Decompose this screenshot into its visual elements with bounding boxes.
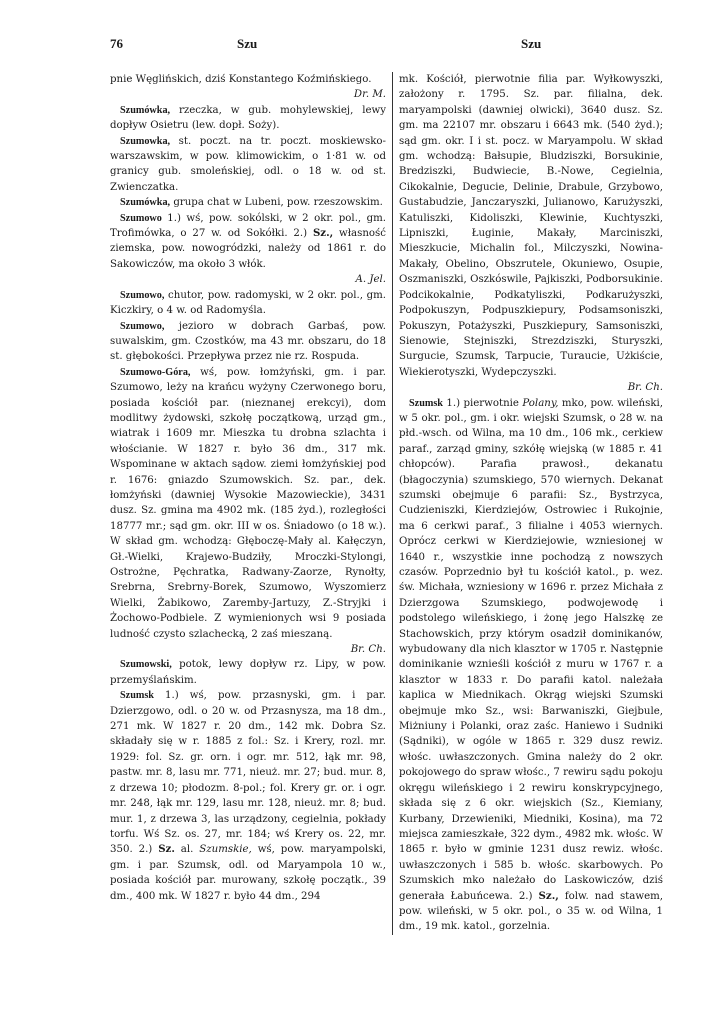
entry-text: st. poczt. na tr. poczt. moskiewsko-warszawskim, w pow. klimowickim, o 1·81 w. od granicy gub. smoleńskiej, odl. o 18 w. od st. Zwienczatka. <box>110 135 386 193</box>
entry-headword: Szumowo-Góra, <box>120 366 191 378</box>
entry-szumowo-1 <box>110 211 386 288</box>
entry-text: 1.) wś, pow. sokólski, w 2 okr. pol., gm. Trofimówka, o 27 w. od Sokółki. 2.) <box>110 212 386 240</box>
entry-headword: Szumówka, <box>120 197 171 209</box>
right-column <box>392 72 663 935</box>
entry-szumowka-1 <box>110 103 386 134</box>
entry-headword: Szumowka, <box>120 135 171 147</box>
entry-text: al. <box>174 844 200 856</box>
entry-text: jezioro w dobrach Garbaś, pow. suwalskim, gm. Czostków, ma 43 mr. obszaru, do 18 st. głębokości. Przepływa przez nie rz. Rospuda. <box>110 320 386 363</box>
entry-text: własność ziemska, pow. nowogródzki, należy od 1861 r. do Sakowiczów, ma około 3 włók. <box>110 228 386 270</box>
entry-headword: Szumowo, <box>120 289 165 301</box>
entry-szumowo-3 <box>110 319 386 365</box>
subentry-abbrev: Sz. <box>158 843 175 856</box>
running-header <box>110 36 652 56</box>
entry-szumowo-2 <box>110 288 386 319</box>
entry-continuation <box>399 72 663 396</box>
entry-szumsk-left <box>110 688 386 904</box>
page-number: 76 <box>110 36 123 51</box>
subentry-abbrev: Sz., <box>538 889 559 902</box>
entry-headword: Szumowo, <box>120 320 165 332</box>
entry-headword: Szumsk <box>120 690 154 702</box>
entry-continuation <box>110 72 386 103</box>
entry-szumowka-2 <box>110 134 386 196</box>
subentry-abbrev: Sz., <box>312 227 334 240</box>
entry-text: wś, pow. maryampolski, gm. i par. Szumsk, odl. od Maryampola 10 w., posiada kościół par. murowany, szkołę początk., 39 dm., 400 mk. W 1827 r. było 44 dm., 294 <box>110 844 387 902</box>
running-head-right: Szu <box>521 36 542 51</box>
entry-text: rzeczka, w gub. mohylewskiej, lewy dopływ Osietru (lew. dopł. Soży). <box>110 104 386 132</box>
entry-text: mko, pow. wileński, w 5 okr. pol., gm. i okr. wiejski Szumsk, o 28 w. na płd.-wsch. od Wilna, ma 10 dm., 106 mk., cerkiew paraf., zarząd gminy, szkółę wiejską (w 1885 r. 41 chłopców). Parafia prawosł., dekanatu (błagoczynia) szumskiego, 570 wiernych. Dekanat szumski obejmuje 6 parafii: Sz., Bystrzyca, Cudzieniszki, Kierdziejów, Ostrowiec i Rukojnie, ma 6 cerkwi paraf., 3 filialne i 4053 wiernych. Oprócz cerkwi w Kierdziejowie, wzniesionej w 1640 r., wszystkie inne pochodzą z nowszych czasów. Poprzednio był tu kościół katol., p. wez. św. Michała, wzniesiony w 1696 r. przez Michała z Dzierzgowa Szumskiego, podwojewodę i podstolego wileńskiego, i żonę jego Halszkę ze Stachowskich, przy którym osadził dominikanów, wybudowany dla nich klasztor w 1705 r. Następnie dominikanie wznieśli kościół z muru w 1767 r. a klasztor w 1833 r. Do parafii katol. należała kaplica w Miednikach. Okrąg wiejski Szumski obejmuje mko Sz., wsi: Barwaniszki, Giejbule, Miżniuny i Polanki, oraz zaśc. Haniewo i Sudniki (Sądniki), w ogóle w 1865 r. 329 dusz rewiz. włośc. uwłaszczonych. Gmina należy do 2 okr. pokojowego do spraw włośc., 7 rewiru sądu pokoju okręgu wileńskiego i 2 rewiru konskrypcyjnego, składa się z 6 okr. wiejskich (Sz., Kiemiany, Kurbany, Drzewieniki, Miedniki, Kosina), ma 72 miejsca zamieszkałe, 322 dym., 4982 mk. włośc. W 1865 r. było w gminie 1231 dusz rewiz. włośc. uwłaszczonych i 585 b. włośc. skarbowych. Po Szumskich mko należało do Laskowiczów, dziś generała Łabuńcewa. 2.) <box>399 397 663 902</box>
entry-headword: Szumowo <box>120 212 162 224</box>
entry-szumsk-right <box>399 396 663 935</box>
entry-headword: Szumowski, <box>120 659 172 671</box>
author-signature: Br. Ch. <box>350 644 386 656</box>
alt-name: Szumskie, <box>199 844 252 856</box>
author-signature: A. Jel. <box>355 274 386 286</box>
running-head-left: Szu <box>237 36 258 51</box>
entry-text: wś, pow. łomżyński, gm. i par. Szumowo, leży na krańcu wyżyny Czerwonego boru, posiada kościół par. (nieznanej erekcyi), dom modlitwy żydowski, szkołę początkową, urząd gm., wiatrak i 1609 mr. Mieszka tu drobna szlachta i włościanie. W 1827 r. było 36 dm., 317 mk. Wspominane w aktach sądow. ziemi łomżyńskiej pod r. 1676: gniazdo Szumowskich. Sz. par., dek. łomżyński (dawniej Wysokie Mazowieckie), 3431 dusz. Sz. gmina ma 4902 mk. (185 żyd.), rozległości 18777 mr.; sąd gm. okr. III w os. Śniadowo (o 18 w.). W skład gm. wchodzą: Głęboczę-Mały al. Kałęczyn, Gł.-Wielki, Krajewo-Budziły, Mroczki-Stylongi, Ostrożne, Pęchratka, Radwany-Zaorze, Rynołty, Srebrna, Srebrny-Borek, Szumowo, Wyszomierz Wielki, Żabikowo, Zaremby-Jartuzy, Z.-Stryjki i Żochowo-Podbiele. Z wymienionych wsi 9 posiada ludność czysto szlachecką, 2 zaś mieszaną. <box>110 366 386 640</box>
entry-text: chutor, pow. radomyski, w 2 okr. pol., gm. Kiczkiry, o 4 w. od Radomyśla. <box>110 289 386 317</box>
entry-text: pnie Węglińskich, dziś Konstantego Koźmińskiego. <box>110 74 372 85</box>
author-signature: Br. Ch. <box>627 382 663 394</box>
entry-text: potok, lewy dopływ rz. Lipy, w pow. przemyślańskim. <box>110 659 386 686</box>
left-column <box>110 72 386 904</box>
entry-headword: Szumówka, <box>120 104 171 116</box>
entry-szumowski <box>110 657 386 688</box>
entry-headword: Szumsk <box>409 397 443 409</box>
entry-text: folw. nad stawem, pow. wileński, w 5 okr. pol., o 35 w. od Wilna, 1 dm., 19 mk. katol., gorzelnia. <box>399 890 663 933</box>
entry-text: grupa chat w Lubeni, pow. rzeszowskim. <box>170 197 383 209</box>
entry-text: mk. Kościół, pierwotnie filia par. Wyłkowyszki, założony r. 1795. Sz. par. filialna, dek. maryampolski (dawniej olwicki), 3640 dusz. Sz. gm. ma 22107 mr. obszaru i 6643 mk. (540 żyd.); sąd gm. okr. I i st. pocz. w Maryampolu. W skład gm. wchodzą: Bałsupie, Bludziszki, Borsukinie, Bredziszki, Budwiecie, B.-Nowe, Cegielnia, Cikokalnie, Deguciе, Delinie, Drabule, Grzybowo, Gustabudzie, Janczaryszki, Julianowo, Karużyszki, Katuliszki, Kidoliszki, Klewinie, Kuchtyszki, Lipniszki, Ługinie, Makały, Marciniszki, Mieszkucie, Michalin fol., Milczyszki, Nowina-Makały, Obelino, Obszrutele, Okuniewo, Osupie, Oszmaniszki, Oszkóswile, Pajkiszki, Podborsukinie. Podcikokalnie, Podkatyliszki, Podkarużyszki, Podpokuszyn, Podpuszkiepury, Podsamsoniszki, Pokuszyn, Potażyszki, Puszkiepury, Samsoniszki, Sienowie, Stejniszki, Strezdziszki, Sturyszki, Surgucie, Szumsk, Tarpucie, Turaucie, Użkiście, Wiekierotyszki, Wydepczyszki. <box>399 74 663 378</box>
entry-szumowo-gora <box>110 365 386 658</box>
alt-name: Polany, <box>522 397 559 409</box>
author-signature: Dr. M. <box>353 89 386 101</box>
entry-text: 1.) pierwotnie <box>442 397 523 409</box>
entry-szumowka-3 <box>110 195 386 210</box>
entry-text: 1.) wś, pow. przasnyski, gm. i par. Dzierzgowo, odl. o 20 w. od Przasnysza, ma 18 dm., 271 mk. W 1827 r. 20 dm., 142 mk. Dobra Sz. składały się w r. 1885 z fol.: Sz. i Krery, rozl. mr. 1929: fol. Sz. gr. orn. i ogr. mr. 512, łąk mr. 98, pastw. mr. 8, lasu mr. 771, nieuż. mr. 27; bud. mur. 8, z drzewa 10; płodozm. 8-pol.; fol. Krery gr. or. i ogr. mr. 248, łąk mr. 129, lasu mr. 128, nieuż. mr. 8; bud. mur. 1, z drzewa 3, las urządzony, cegielnia, pokłady torfu. Wś Sz. os. 27, mr. 184; wś Krery os. 22, mr. 350. 2.) <box>110 690 386 856</box>
